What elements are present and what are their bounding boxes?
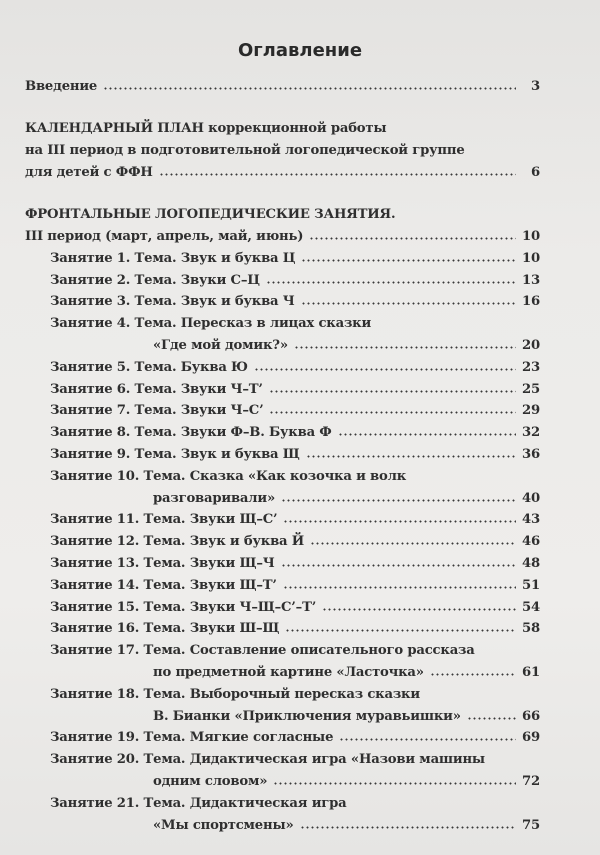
dot-leader [283, 513, 516, 523]
entry-title: III период (март, апрель, май, июнь) [25, 228, 304, 244]
entry-title-line: «Мы спортсмены» [153, 817, 294, 833]
toc-entry-lesson-12[interactable] [25, 531, 540, 553]
dot-leader [301, 295, 516, 305]
page-number: 23 [522, 359, 540, 375]
dot-leader [269, 404, 516, 414]
section-heading: ФРОНТАЛЬНЫЕ ЛОГОПЕДИЧЕСКИЕ ЗАНЯТИЯ. [25, 207, 396, 223]
entry-title-line: Занятие 19. Тема. Мягкие согласные [50, 730, 334, 746]
entry-title: Введение [25, 79, 98, 94]
page-number: 25 [522, 381, 540, 397]
toc-entry-lesson-3[interactable] [25, 291, 540, 313]
page-number: 58 [522, 621, 540, 637]
entry-title-line: Занятие 14. Тема. Звуки Щ–Т’ [50, 577, 277, 593]
entry-title-line: Занятие 12. Тема. Звук и буква Й [50, 534, 305, 550]
dot-leader [281, 492, 516, 502]
page-number: 10 [522, 228, 540, 244]
page-number: 69 [522, 730, 540, 746]
toc-entry-lesson-9[interactable] [25, 444, 540, 466]
toc-entry-lesson-14[interactable] [25, 575, 540, 597]
toc-entry-lesson-4[interactable] [25, 313, 540, 357]
page-number: 66 [522, 708, 540, 724]
entry-title-line: Занятие 5. Тема. Буква Ю [50, 359, 248, 375]
page-number: 16 [522, 294, 540, 310]
dot-leader [254, 361, 516, 371]
entry-title-line: Занятие 2. Тема. Звуки С–Ц [50, 272, 260, 288]
entry-title-line: Занятие 11. Тема. Звуки Щ–С’ [50, 512, 278, 528]
entry-title-line: В. Бианки «Приключения муравьишки» [153, 708, 461, 724]
lesson-list [25, 248, 540, 837]
entry-title-line: Занятие 10. Тема. Сказка «Как козочка и волк [50, 468, 407, 484]
toc-entry-period[interactable] [25, 226, 540, 248]
toc-entry-lesson-17[interactable] [25, 640, 540, 684]
page-number: 6 [531, 164, 540, 180]
entry-title-line: Занятие 6. Тема. Звуки Ч–Т’ [50, 381, 263, 397]
entry-title-line: разговаривали» [153, 490, 275, 506]
dot-leader [159, 166, 516, 176]
page-number: 72 [522, 773, 540, 789]
page-number: 40 [522, 490, 540, 506]
entry-title-line: для детей с ФФН [25, 164, 153, 180]
toc-entry-lesson-20[interactable] [25, 749, 540, 793]
dot-leader [301, 252, 516, 262]
dot-leader [338, 426, 516, 436]
entry-title-line: Занятие 1. Тема. Звук и буква Ц [50, 250, 296, 266]
entry-title-line: Занятие 4. Тема. Пересказ в лицах сказки [50, 316, 372, 332]
toc-entry-lesson-13[interactable] [25, 553, 540, 575]
toc-entry-introduction[interactable] [25, 76, 540, 98]
page-number: 46 [522, 534, 540, 550]
page-number: 75 [522, 817, 540, 833]
toc-entry-lesson-6[interactable] [25, 379, 540, 401]
page-number: 20 [522, 337, 540, 353]
page-number: 54 [522, 599, 540, 615]
page-number: 32 [522, 425, 540, 441]
toc-entry-lesson-2[interactable] [25, 270, 540, 292]
entry-title-line: Занятие 21. Тема. Дидактическая игра [50, 795, 347, 811]
page-number: 3 [531, 79, 540, 94]
page-number: 29 [522, 403, 540, 419]
toc-entry-lesson-5[interactable] [25, 357, 540, 379]
dot-leader [273, 775, 516, 785]
dot-leader [269, 383, 516, 393]
dot-leader [300, 819, 516, 829]
toc-entry-lesson-7[interactable] [25, 400, 540, 422]
page-number: 61 [522, 664, 540, 680]
entry-title-line: Занятие 13. Тема. Звуки Щ–Ч [50, 555, 275, 571]
dot-leader [306, 448, 516, 458]
toc-entry-lesson-10[interactable] [25, 466, 540, 510]
entry-title-line: Занятие 17. Тема. Составление описательного рассказа [50, 643, 475, 659]
entry-title-line: на III период в подготовительной логопедической группе [25, 143, 465, 159]
dot-leader [310, 535, 516, 545]
entry-title-line: Занятие 8. Тема. Звуки Ф–В. Буква Ф [50, 425, 332, 441]
entry-title-line: Занятие 20. Тема. Дидактическая игра «Назови машины [50, 752, 485, 768]
dot-leader [309, 230, 516, 240]
entry-title-line: Занятие 16. Тема. Звуки Ш–Щ [50, 621, 280, 637]
entry-title-line: Занятие 9. Тема. Звук и буква Щ [50, 446, 300, 462]
page-number: 43 [522, 512, 540, 528]
dot-leader [266, 274, 516, 284]
toc-entry-lesson-16[interactable] [25, 618, 540, 640]
entry-title-line: Занятие 3. Тема. Звук и буква Ч [50, 294, 295, 310]
page-title: Оглавление [237, 40, 363, 61]
entry-title-line: Занятие 15. Тема. Звуки Ч–Щ–С’–Т’ [50, 599, 317, 615]
toc-entry-calendar-plan[interactable] [25, 118, 540, 183]
dot-leader [339, 731, 516, 741]
toc-entry-lesson-18[interactable] [25, 684, 540, 728]
entry-title-line: «Где мой домик?» [153, 337, 288, 353]
page-number: 48 [522, 555, 540, 571]
entry-title-line: по предметной картине «Ласточка» [153, 664, 424, 680]
dot-leader [103, 80, 516, 90]
dot-leader [281, 557, 516, 567]
table-of-contents [25, 76, 540, 836]
page-number: 36 [522, 446, 540, 462]
entry-title-line: Занятие 7. Тема. Звуки Ч–С’ [50, 403, 264, 419]
dot-leader [322, 601, 516, 611]
toc-entry-lesson-15[interactable] [25, 597, 540, 619]
dot-leader [430, 666, 516, 676]
toc-entry-lesson-8[interactable] [25, 422, 540, 444]
entry-title-line: одним словом» [153, 773, 268, 789]
toc-entry-lesson-19[interactable] [25, 727, 540, 749]
entry-title-line: КАЛЕНДАРНЫЙ ПЛАН коррекционной работы [25, 121, 387, 137]
dot-leader [283, 579, 516, 589]
entry-title-line: Занятие 18. Тема. Выборочный пересказ сказки [50, 686, 420, 702]
page-number: 51 [522, 577, 540, 593]
page-number: 13 [522, 272, 540, 288]
dot-leader [294, 339, 516, 349]
toc-entry-lesson-11[interactable] [25, 509, 540, 531]
toc-entry-lesson-21[interactable] [25, 793, 540, 837]
dot-leader [467, 710, 516, 720]
page-number: 10 [522, 250, 540, 266]
toc-entry-lesson-1[interactable] [25, 248, 540, 270]
dot-leader [285, 622, 516, 632]
